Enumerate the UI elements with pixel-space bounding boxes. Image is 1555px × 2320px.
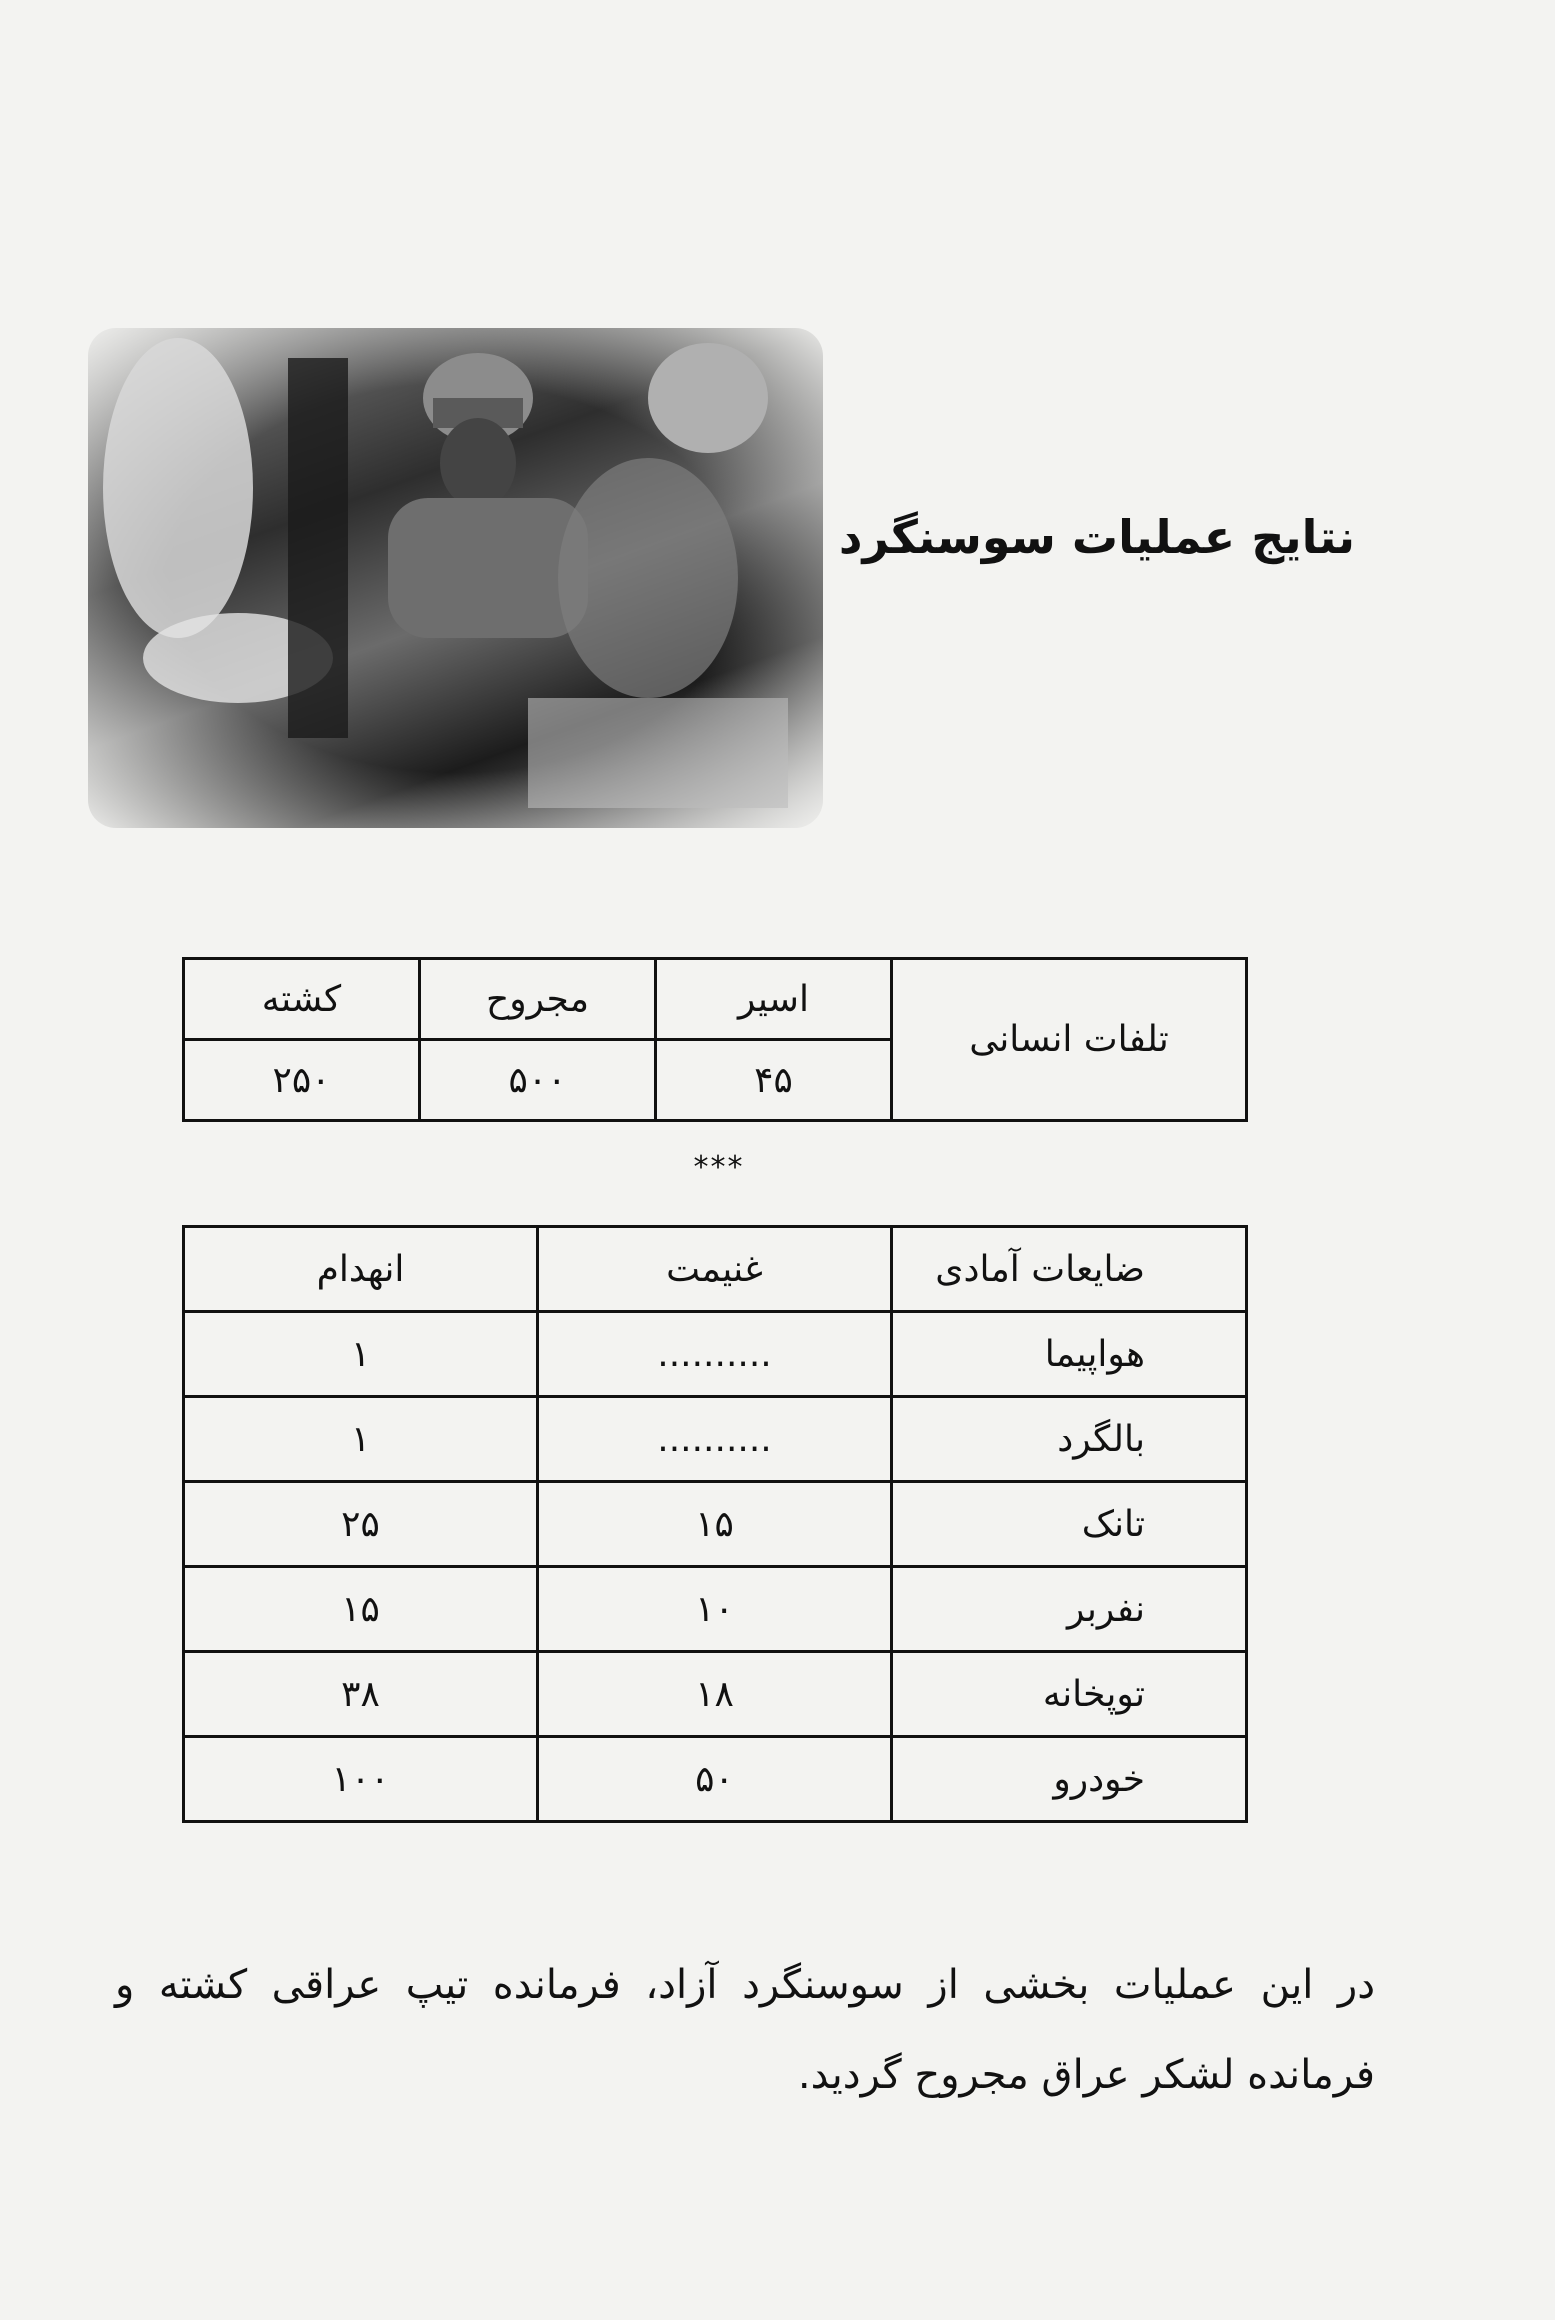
row-name: توپخانه [892,1652,1247,1737]
row-destroyed: ۱۵ [184,1567,538,1652]
table-row [184,1397,1247,1482]
page-title: نتایج عملیات سوسنگرد [838,510,1355,564]
table-row [184,1652,1247,1737]
equipment-losses-table [182,1225,1248,1823]
row-captured: ۱۵ [538,1482,892,1567]
row-captured: .......... [538,1312,892,1397]
value-captives: ۴۵ [656,1040,892,1121]
value-killed: ۲۵۰ [184,1040,420,1121]
table-row [184,1737,1247,1822]
header-wounded: مجروح [420,959,656,1040]
row-captured: .......... [538,1397,892,1482]
table-row [184,1567,1247,1652]
header-killed: کشته [184,959,420,1040]
human-losses-label: تلفات انسانی [892,959,1247,1121]
table-row [184,959,1247,1040]
soldiers-photo [88,328,823,828]
header-destroyed: انهدام [184,1227,538,1312]
row-name: خودرو [892,1737,1247,1822]
paragraph-line-2: فرمانده لشکر عراق مجروح گردید. [797,2052,1375,2098]
photo-figures [88,328,823,828]
row-captured: ۱۰ [538,1567,892,1652]
header-captured: غنیمت [538,1227,892,1312]
row-destroyed: ۳۸ [184,1652,538,1737]
table-header-row [184,1227,1247,1312]
separator-stars: *** [693,1150,745,1185]
row-destroyed: ۱ [184,1397,538,1482]
table-row [184,1312,1247,1397]
row-name: هواپیما [892,1312,1247,1397]
header-equipment: ضایعات آمادی [892,1227,1247,1312]
paragraph-line-1: در این عملیات بخشی از سوسنگرد آزاد، فرمانده تیپ عراقی کشته و [115,1962,1375,2008]
row-destroyed: ۲۵ [184,1482,538,1567]
row-captured: ۵۰ [538,1737,892,1822]
row-name: بالگرد [892,1397,1247,1482]
row-name: نفربر [892,1567,1247,1652]
human-losses-table [182,957,1248,1122]
row-destroyed: ۱۰۰ [184,1737,538,1822]
table-row [184,1482,1247,1567]
header-captives: اسیر [656,959,892,1040]
row-captured: ۱۸ [538,1652,892,1737]
value-wounded: ۵۰۰ [420,1040,656,1121]
row-name: تانک [892,1482,1247,1567]
row-destroyed: ۱ [184,1312,538,1397]
